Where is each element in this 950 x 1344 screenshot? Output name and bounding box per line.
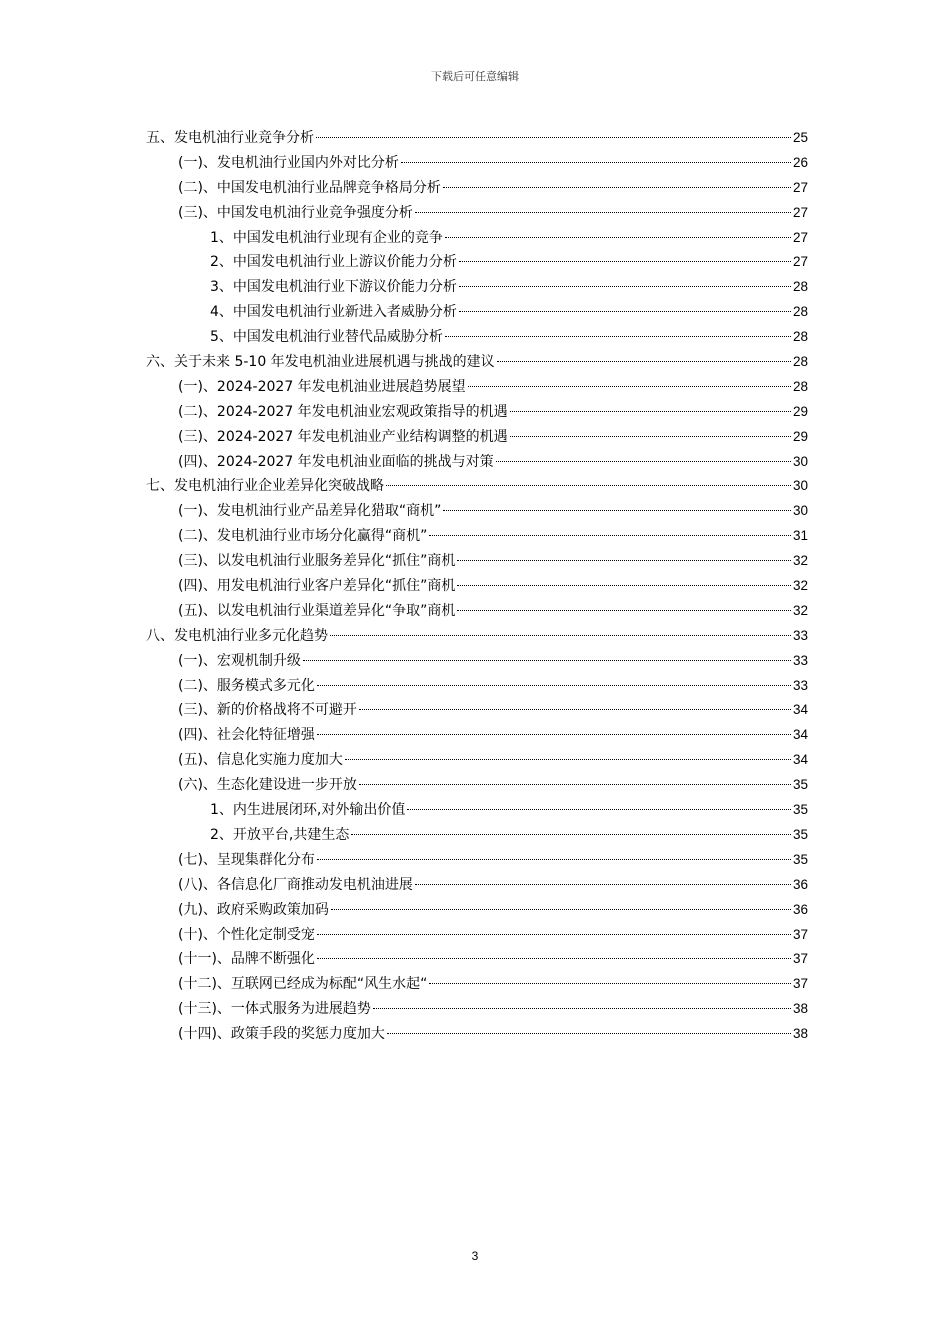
toc-entry-label: (九)、政府采购政策加码 <box>178 901 329 918</box>
toc-entry[interactable] <box>146 201 808 226</box>
toc-entry-label: 五、发电机油行业竞争分析 <box>146 130 314 146</box>
toc-leader-dots <box>445 336 791 337</box>
toc-entry-page: 37 <box>792 976 808 992</box>
toc-entry[interactable] <box>146 350 808 375</box>
toc-entry-label: (一)、发电机油行业产品差异化猎取“商机” <box>178 503 442 520</box>
toc-entry-label: (二)、2024-2027 年发电机油业宏观政策指导的机遇 <box>178 403 508 420</box>
toc-entry[interactable] <box>146 798 808 823</box>
toc-entry[interactable] <box>146 723 808 748</box>
toc-entry-label: (三)、以发电机油行业服务差异化“抓住”商机 <box>178 553 456 570</box>
page-header: 下载后可任意编辑 <box>431 70 519 83</box>
toc-entry-page: 25 <box>792 130 808 145</box>
toc-entry-page: 28 <box>792 304 808 320</box>
toc-entry[interactable] <box>146 997 808 1022</box>
toc-entry[interactable] <box>146 375 808 400</box>
toc-leader-dots <box>317 734 791 735</box>
toc-entry[interactable] <box>146 748 808 773</box>
toc-entry-label: 六、关于未来 5-10 年发电机油业进展机遇与挑战的建议 <box>146 354 495 371</box>
toc-leader-dots <box>387 1033 791 1034</box>
toc-entry[interactable] <box>146 549 808 574</box>
toc-entry[interactable] <box>146 923 808 948</box>
toc-entry[interactable] <box>146 176 808 201</box>
toc-entry[interactable] <box>146 450 808 475</box>
toc-entry[interactable] <box>146 624 808 649</box>
toc-entry-label: 2、开放平台,共建生态 <box>210 826 350 843</box>
toc-entry-label: 八、发电机油行业多元化趋势 <box>146 627 328 644</box>
toc-leader-dots <box>316 137 791 138</box>
toc-leader-dots <box>386 485 791 486</box>
toc-entry[interactable] <box>146 773 808 798</box>
toc-entry-label: (一)、宏观机制升级 <box>178 652 301 669</box>
toc-entry-label: (十二)、互联网已经成为标配“风生水起“ <box>178 976 428 993</box>
toc-entry[interactable] <box>146 848 808 873</box>
toc-entry-page: 30 <box>792 453 808 469</box>
toc-entry[interactable] <box>146 649 808 674</box>
toc-entry[interactable] <box>146 325 808 350</box>
toc-entry[interactable] <box>146 898 808 923</box>
toc-entry-page: 38 <box>792 1001 808 1017</box>
toc-leader-dots <box>510 436 791 437</box>
toc-entry-page: 26 <box>792 154 808 170</box>
toc-leader-dots <box>459 286 791 287</box>
toc-leader-dots <box>330 635 791 636</box>
toc-entry-page: 30 <box>792 503 808 519</box>
toc-entry[interactable] <box>146 524 808 549</box>
toc-entry-page: 35 <box>792 826 808 842</box>
toc-entry[interactable] <box>146 250 808 275</box>
toc-entry-label: (一)、2024-2027 年发电机油业进展趋势展望 <box>178 378 466 395</box>
toc-entry-page: 27 <box>792 229 808 245</box>
toc-entry-label: (三)、2024-2027 年发电机油业产业结构调整的机遇 <box>178 428 508 445</box>
toc-leader-dots <box>443 510 791 511</box>
toc-entry-label: (十)、个性化定制受宠 <box>178 926 315 943</box>
toc-entry-page: 34 <box>792 727 808 743</box>
toc-entry-label: (六)、生态化建设进一步开放 <box>178 777 357 794</box>
toc-entry[interactable] <box>146 425 808 450</box>
toc-entry-page: 28 <box>792 329 808 345</box>
toc-entry[interactable] <box>146 873 808 898</box>
toc-entry-label: (二)、中国发电机油行业品牌竞争格局分析 <box>178 179 441 196</box>
toc-leader-dots <box>415 884 791 885</box>
toc-entry-label: 5、中国发电机油行业替代品威胁分析 <box>210 329 443 346</box>
toc-leader-dots <box>317 958 791 959</box>
toc-leader-dots <box>459 311 791 312</box>
toc-leader-dots <box>317 685 791 686</box>
toc-entry-label: (四)、用发电机油行业客户差异化“抓住”商机 <box>178 578 456 595</box>
toc-entry-label: 3、中国发电机油行业下游议价能力分析 <box>210 279 457 296</box>
toc-entry-label: (二)、服务模式多元化 <box>178 677 315 694</box>
toc-leader-dots <box>351 834 791 835</box>
toc-entry[interactable] <box>146 698 808 723</box>
toc-entry-page: 27 <box>792 179 808 195</box>
toc-leader-dots <box>457 610 791 611</box>
toc-entry-page: 29 <box>792 403 808 419</box>
toc-leader-dots <box>497 361 791 362</box>
toc-entry-page: 33 <box>792 627 808 643</box>
toc-leader-dots <box>415 212 791 213</box>
toc-entry-page: 28 <box>792 378 808 394</box>
toc-leader-dots <box>303 660 791 661</box>
toc-entry-page: 30 <box>792 478 808 494</box>
toc-entry-label: 七、发电机油行业企业差异化突破战略 <box>146 478 384 495</box>
toc-entry-page: 35 <box>792 802 808 818</box>
toc-entry-label: 4、中国发电机油行业新进入者威胁分析 <box>210 304 457 321</box>
toc-entry[interactable] <box>146 972 808 997</box>
toc-entry-page: 36 <box>792 876 808 892</box>
toc-entry-label: 1、内生进展闭环,对外输出价值 <box>210 802 406 819</box>
toc-entry-page: 32 <box>792 553 808 569</box>
toc-leader-dots <box>443 187 791 188</box>
toc-leader-dots <box>496 461 791 462</box>
toc-entry-label: (三)、新的价格战将不可避开 <box>178 702 357 719</box>
toc-entry-label: (四)、社会化特征增强 <box>178 727 315 744</box>
toc-entry-page: 33 <box>792 652 808 668</box>
toc-entry-page: 36 <box>792 901 808 917</box>
toc-entry-label: (十三)、一体式服务为进展趋势 <box>178 1001 371 1018</box>
toc-entry-label: (二)、发电机油行业市场分化赢得“商机” <box>178 528 428 545</box>
toc-leader-dots <box>317 859 791 860</box>
toc-entry-page: 33 <box>792 677 808 693</box>
toc-entry[interactable] <box>146 1022 808 1047</box>
toc-leader-dots <box>459 261 791 262</box>
toc-leader-dots <box>317 934 791 935</box>
toc-leader-dots <box>345 759 791 760</box>
toc-leader-dots <box>510 411 791 412</box>
toc-leader-dots <box>359 709 791 710</box>
toc-entry-label: (七)、呈现集群化分布 <box>178 851 315 868</box>
toc-leader-dots <box>401 162 791 163</box>
table-of-contents <box>146 126 808 1047</box>
toc-entry-page: 27 <box>792 204 808 220</box>
toc-entry-page: 35 <box>792 851 808 867</box>
toc-leader-dots <box>407 809 791 810</box>
toc-entry-label: (十四)、政策手段的奖惩力度加大 <box>178 1026 385 1043</box>
toc-entry-page: 38 <box>792 1026 808 1042</box>
toc-leader-dots <box>331 909 791 910</box>
toc-entry[interactable] <box>146 674 808 699</box>
toc-entry[interactable] <box>146 499 808 524</box>
toc-entry[interactable] <box>146 226 808 251</box>
toc-entry-label: (八)、各信息化厂商推动发电机油进展 <box>178 876 413 893</box>
toc-entry[interactable] <box>146 574 808 599</box>
toc-entry[interactable] <box>146 474 808 499</box>
toc-entry-label: 1、中国发电机油行业现有企业的竞争 <box>210 229 443 246</box>
toc-entry[interactable] <box>146 275 808 300</box>
toc-entry-label: 2、中国发电机油行业上游议价能力分析 <box>210 254 457 271</box>
toc-entry-label: (一)、发电机油行业国内外对比分析 <box>178 154 399 171</box>
toc-entry-label: (五)、信息化实施力度加大 <box>178 752 343 769</box>
toc-entry-page: 35 <box>792 777 808 793</box>
toc-entry-page: 28 <box>792 279 808 295</box>
toc-entry-label: (三)、中国发电机油行业竞争强度分析 <box>178 204 413 221</box>
toc-leader-dots <box>468 386 791 387</box>
toc-entry-page: 28 <box>792 354 808 370</box>
toc-entry-page: 29 <box>792 428 808 444</box>
toc-entry-label: (四)、2024-2027 年发电机油业面临的挑战与对策 <box>178 453 494 470</box>
toc-leader-dots <box>429 983 791 984</box>
toc-entry[interactable] <box>146 947 808 972</box>
toc-entry-page: 34 <box>792 752 808 768</box>
toc-leader-dots <box>429 535 791 536</box>
toc-entry[interactable] <box>146 823 808 848</box>
toc-entry-page: 32 <box>792 578 808 594</box>
toc-entry-page: 37 <box>792 951 808 967</box>
toc-leader-dots <box>445 237 791 238</box>
toc-entry[interactable] <box>146 599 808 624</box>
toc-entry[interactable] <box>146 151 808 176</box>
toc-entry[interactable] <box>146 300 808 325</box>
toc-leader-dots <box>373 1008 791 1009</box>
toc-entry-page: 34 <box>792 702 808 718</box>
toc-entry-page: 31 <box>792 528 808 544</box>
toc-entry-label: (十一)、品牌不断强化 <box>178 951 315 968</box>
page-number: 3 <box>471 1249 479 1263</box>
toc-entry-page: 32 <box>792 602 808 618</box>
toc-leader-dots <box>457 560 791 561</box>
toc-entry[interactable] <box>146 400 808 425</box>
toc-entry-page: 27 <box>792 254 808 270</box>
toc-entry-label: (五)、以发电机油行业渠道差异化“争取”商机 <box>178 602 456 619</box>
toc-entry-page: 37 <box>792 926 808 942</box>
toc-leader-dots <box>359 784 791 785</box>
toc-entry[interactable] <box>146 126 808 151</box>
toc-leader-dots <box>457 585 791 586</box>
